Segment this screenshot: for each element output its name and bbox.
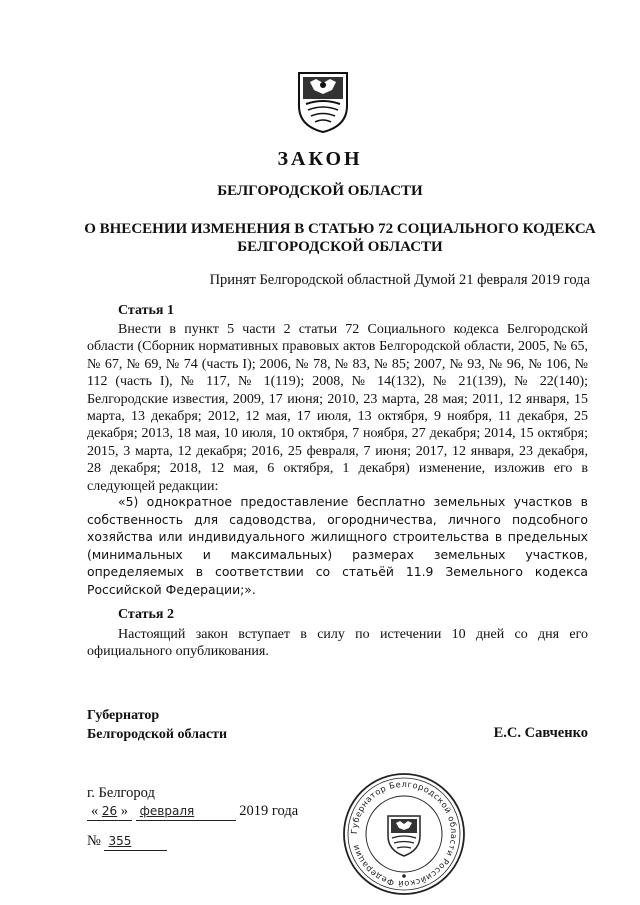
signing-date	[87, 803, 298, 821]
number-value: 355	[108, 834, 132, 848]
document-number	[87, 833, 167, 851]
date-close-quote: »	[120, 803, 129, 819]
number-field	[104, 833, 167, 851]
date-month-field	[136, 803, 236, 821]
date-month: февраля	[139, 804, 195, 818]
date-open-quote: «	[91, 803, 99, 819]
document-region: БЕЛГОРОДСКОЙ ОБЛАСТИ	[217, 183, 423, 199]
article-1-quote: «5) однократное предоставление бесплатно земельных участков в собственность для садоводства, огородничества, личного подсобного хозяйства или индивидуального жилищного строительства в предельных (минимальных и максимальных) размерах земельных участков, определяемых в соответствии со статьёй 11.9 Земельного кодекса Российской Федерации;».	[87, 494, 588, 597]
article-2-text: Настоящий закон вступает в силу по истечении 10 дней со дня его официального опубликования.	[87, 627, 588, 660]
date-year: 2019 года	[239, 803, 299, 819]
article-2-heading: Статья 2	[118, 607, 174, 622]
subject-line-2: БЕЛГОРОДСКОЙ ОБЛАСТИ	[237, 239, 443, 255]
date-day-field	[87, 803, 132, 821]
subject-line-1: О ВНЕСЕНИИ ИЗМЕНЕНИЯ В СТАТЬЮ 72 СОЦИАЛЬНОГО КОДЕКСА	[84, 221, 596, 237]
signatory-title-line-2: Белгородской области	[87, 727, 228, 742]
document-subject	[80, 220, 600, 256]
adoption-note: Принят Белгородской областной Думой 21 февраля 2019 года	[209, 272, 590, 288]
seal-ring-text: Губернатор Белгородской области Российской Федерации	[348, 778, 460, 890]
place-of-signing: г. Белгород	[87, 785, 155, 801]
coat-of-arms-emblem	[296, 70, 350, 134]
number-prefix: №	[87, 833, 101, 849]
official-seal	[340, 770, 468, 898]
signatory-title	[87, 706, 227, 744]
signatory-name: Е.С. Савченко	[493, 725, 588, 741]
article-1-heading: Статья 1	[118, 303, 174, 318]
article-1-text: Внести в пункт 5 части 2 статьи 72 Социального кодекса Белгородской области (Сборник нормативных правовых актов Белгородской области, 2005, № 65, № 67, № 69, № 74 (часть I); 2006, № 78, № 83, № 85; 2007, № 93, № 96, № 106, № 112 (часть I), № 117, № 1(119); 2008, № 14(132), № 21(139), № 22(140); Белгородские известия, 2009, 17 июня; 2010, 23 марта, 28 мая; 2011, 12 января, 15 марта, 13 декабря; 2012, 12 мая, 17 июля, 13 октября, 9 ноября, 11 декабря, 25 декабря; 2013, 18 мая, 10 июля, 10 октября, 7 ноября, 27 декабря; 2014, 15 октября; 2015, 3 марта, 12 декабря; 2016, 25 февраля, 7 июня; 2017, 12 января, 23 декабря, 28 декабря; 2018, 12 мая, 6 октября, 1 декабря) изменение, изложив его в следующей редакции:	[87, 322, 588, 494]
date-day: 26	[101, 804, 118, 818]
signatory-title-line-1: Губернатор	[87, 708, 160, 723]
document-title: ЗАКОН	[277, 148, 363, 170]
